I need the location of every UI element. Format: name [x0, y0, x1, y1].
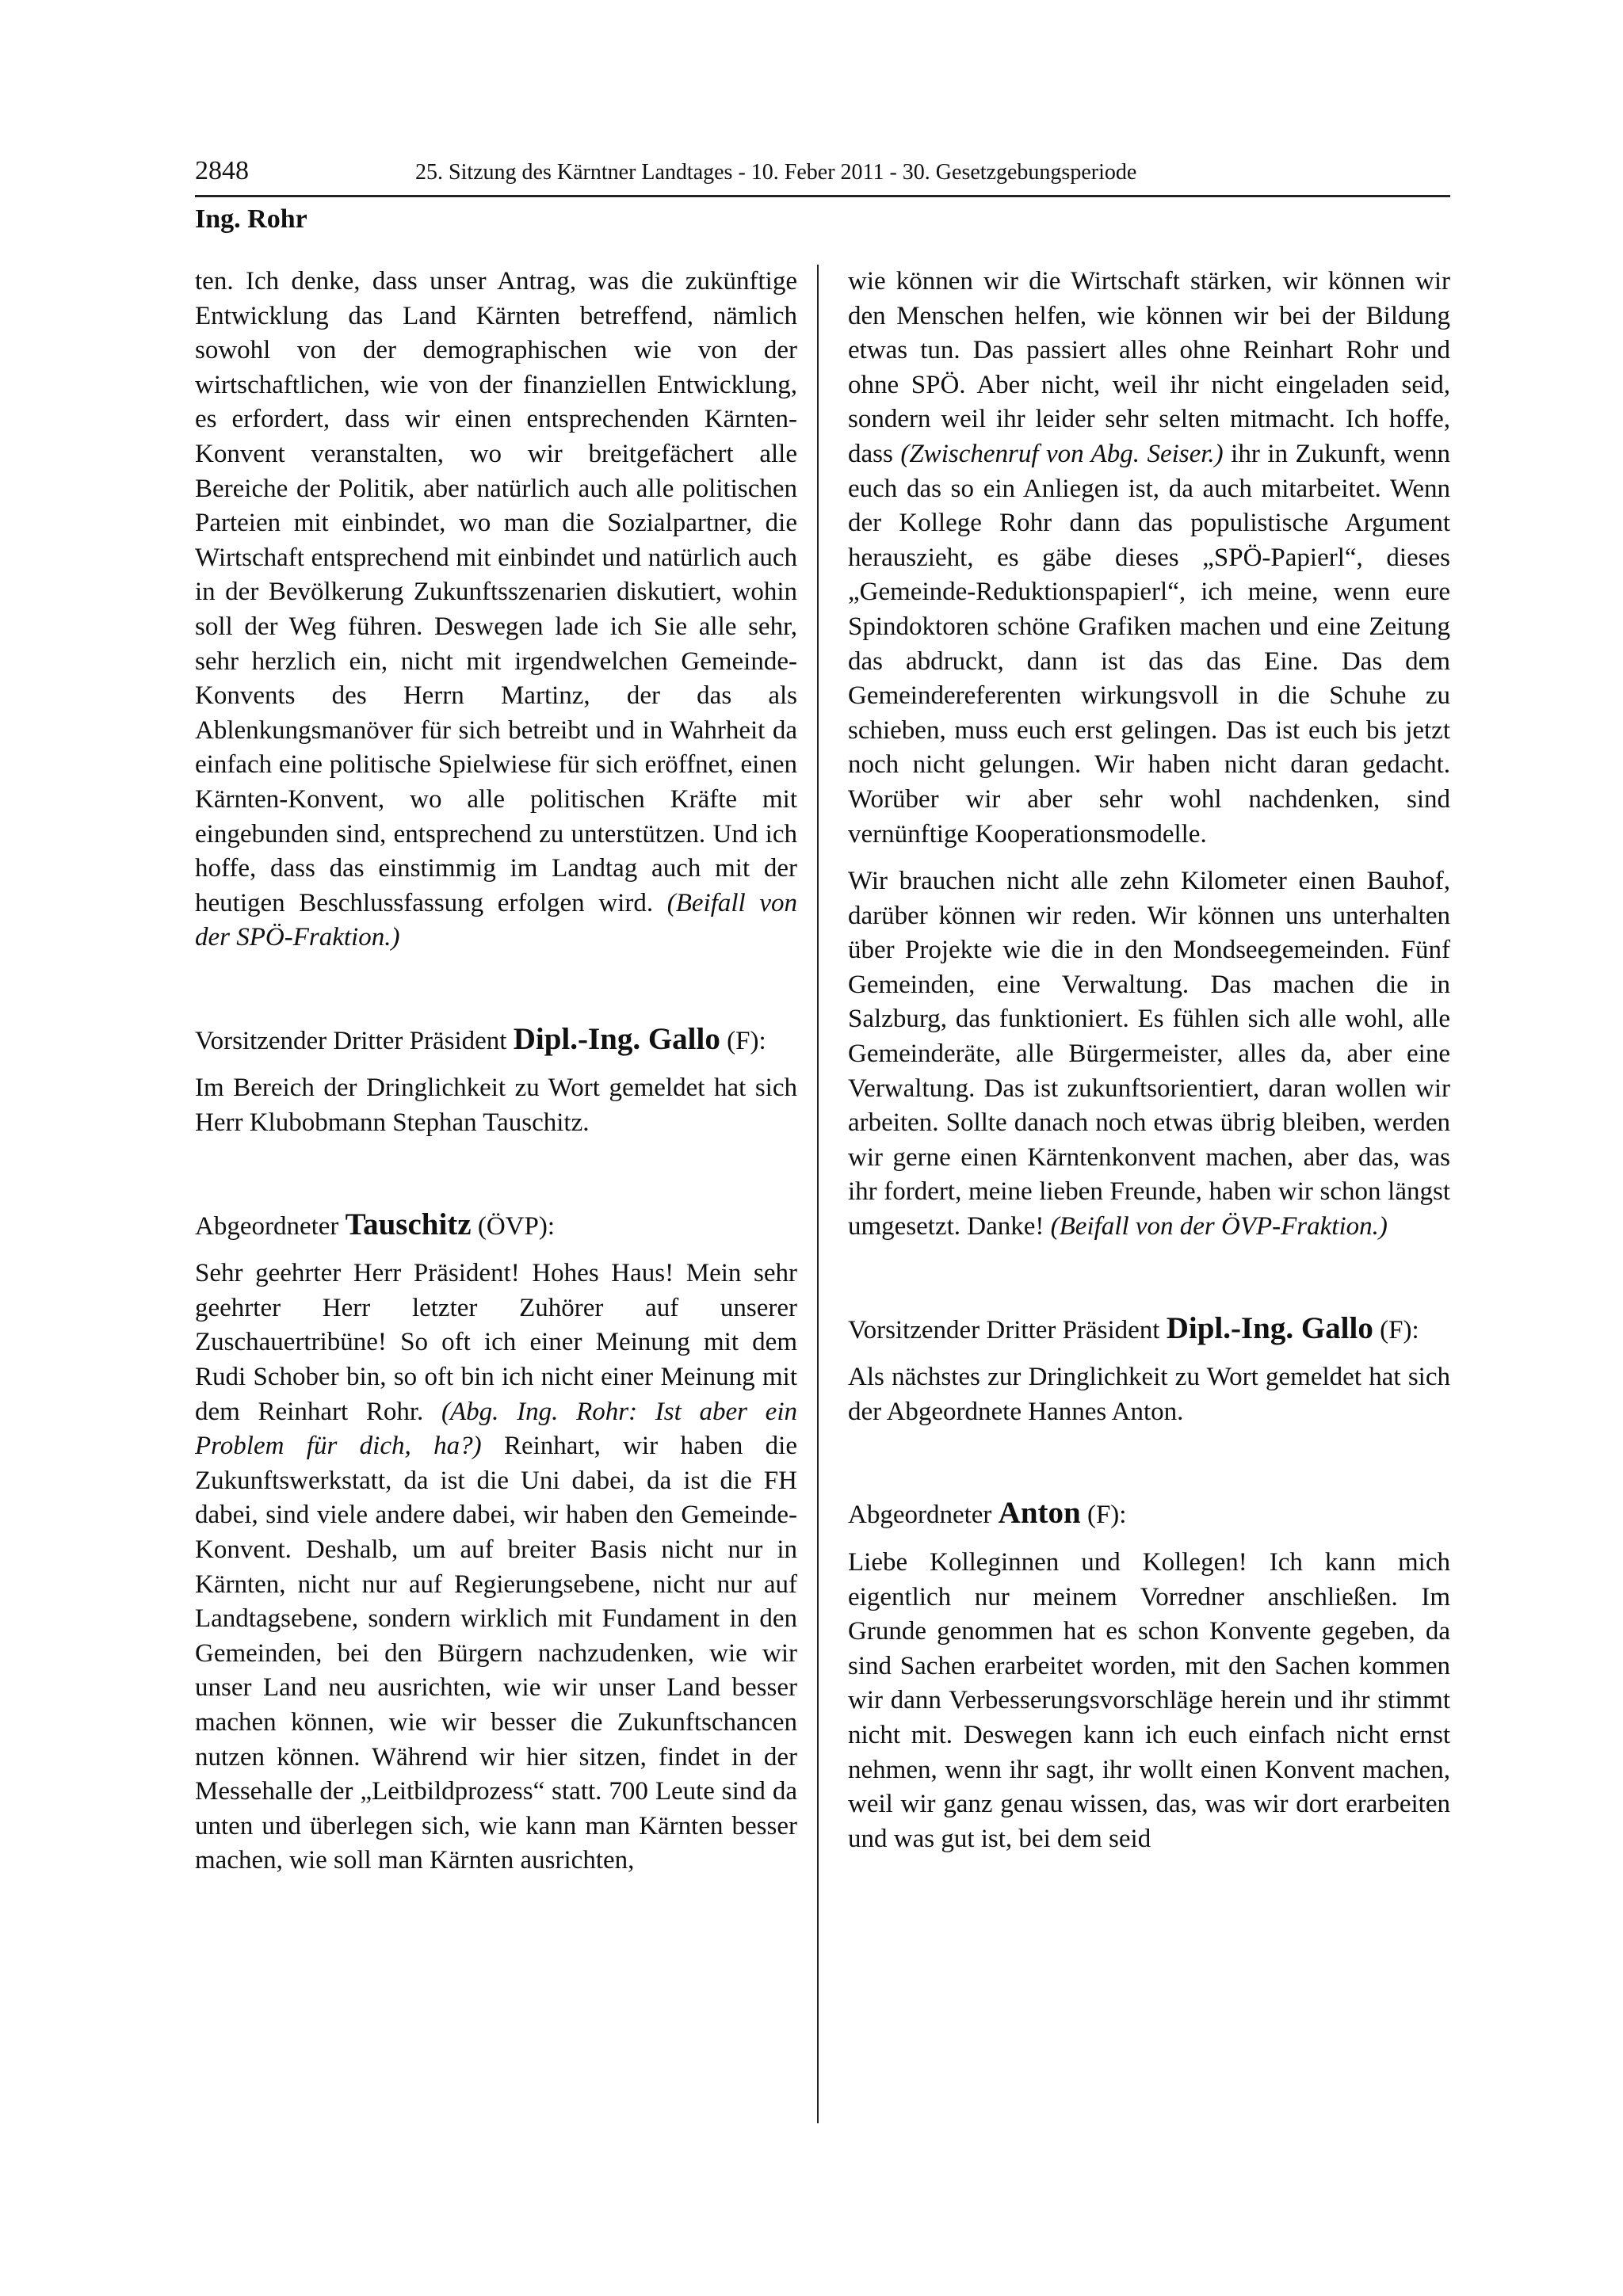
running-title: 25. Sitzung des Kärntner Landtages - 10. Feber 2011 - 30. Gesetzgebungsperiode: [415, 160, 1137, 185]
current-speaker-heading: Ing. Rohr: [195, 204, 307, 234]
chair-name: Dipl.-Ing. Gallo: [513, 1021, 720, 1056]
speech-paragraph: Wir brauchen nicht alle zehn Kilometer einen Bauhof, darüber können wir reden. Wir können uns unterhalten über Projekte wie die in den Mondseegemeinden. Fünf Gemeinden, eine Verwaltung. Das machen die in Salzburg, das funktioniert. Es fühlen sich alle wohl, alle Gemeinderäte, alle Bürgermeister, alles da, aber eine Verwaltung. Das ist zukunftsorientiert, daran wollen wir arbeiten. Sollte danach noch etwas übrig bleiben, werden wir gerne einen Kärntenkonvent machen, aber das, was ihr fordert, meine lieben Freunde, haben wir schon längst umgesetzt. Danke! (Beifall von der ÖVP-Fraktion.): [848, 867, 1450, 1241]
chair-name: Dipl.-Ing. Gallo: [1166, 1310, 1373, 1345]
applause-note: (Beifall von der ÖVP-Fraktion.): [1050, 1212, 1388, 1241]
applause-note: (Beifall von der SPÖ-Fraktion.): [195, 888, 797, 952]
speaker-line: Abgeordneter Anton (F):: [848, 1496, 1127, 1531]
speech-paragraph: Liebe Kolleginnen und Kollegen! Ich kann mich eigentlich nur meinem Vorredner anschließen. Im Grunde genommen hat es schon Konvente gegeben, da sind Sachen erarbeitet worden, mit den Sachen kommen wir dann Verbesserungsvorschläge herein und ihr stimmt nicht mit. Deswegen kann ich euch einfach nicht ernst nehmen, wenn ihr sagt, ihr wollt einen Konvent machen, weil wir ganz genau wissen, das, was wir dort erarbeiten und was gut ist, bei dem seid: [848, 1548, 1450, 1853]
speaker-line: Abgeordneter Tauschitz (ÖVP):: [195, 1207, 556, 1241]
chair-speaker-line: Vorsitzender Dritter Präsident Dipl.-Ing. Gallo (F):: [195, 1021, 766, 1056]
chair-statement: Als nächstes zur Dringlichkeit zu Wort gemeldet hat sich der Abgeordnete Hannes Anton.: [848, 1363, 1450, 1426]
interjection: (Zwischenruf von Abg. Seiser.): [900, 439, 1224, 468]
speech-paragraph: wie können wir die Wirtschaft stärken, wir können wir den Menschen helfen, wie können wir bei der Bildung etwas tun. Das passiert alles ohne Reinhart Rohr und ohne SPÖ. Aber nicht, weil ihr nicht eingeladen seid, sondern weil ihr leider sehr selten mitmacht. Ich hoffe, dass (Zwischenruf von Abg. Seiser.) ihr in Zukunft, wenn euch das so ein Anliegen ist, da auch mitarbeitet. Wenn der Kollege Rohr dann das populistische Argument herauszieht, es gäbe dieses „SPÖ-Papierl“, dieses „Gemeinde-Reduktionspapierl“, ich meine, wenn eure Spindoktoren schöne Grafiken machen und eine Zeitung das abdruckt, dann ist das das Eine. Das dem Gemeindereferenten wirkungsvoll in die Schuhe zu schieben, muss euch erst gelingen. Das ist euch bis jetzt noch nicht gelungen. Wir haben nicht daran gedacht. Worüber wir aber sehr wohl nachdenken, sind vernünftige Kooperationsmodelle.: [848, 267, 1451, 849]
chair-statement: Im Bereich der Dringlichkeit zu Wort gemeldet hat sich Herr Klubobmann Stephan Tauschitz.: [195, 1074, 797, 1138]
chair-speaker-line: Vorsitzender Dritter Präsident Dipl.-Ing. Gallo (F):: [848, 1310, 1419, 1345]
right-column: [848, 265, 1450, 1856]
header-rule: [195, 195, 1450, 197]
interjection: (Abg. Ing. Rohr: Ist aber ein Problem für dich, ha?): [195, 1397, 797, 1461]
left-column: [195, 265, 797, 1878]
speaker-name: Tauschitz: [345, 1207, 472, 1241]
page-number: 2848: [195, 156, 249, 185]
speech-paragraph: Sehr geehrter Herr Präsident! Hohes Haus! Mein sehr geehrter Herr letzter Zuhörer auf unserer Zuschauertribüne! So oft ich einer Meinung mit dem Rudi Schober bin, so oft bin ich nicht einer Meinung mit dem Reinhart Rohr. (Abg. Ing. Rohr: Ist aber ein Problem für dich, ha?) Reinhart, wir haben die Zukunftswerkstatt, da ist die Uni dabei, da ist die FH dabei, sind viele andere dabei, wir haben den Gemeinde-Konvent. Deshalb, um auf breiter Basis nicht nur in Kärnten, nicht nur auf Regierungsebene, nicht nur auf Landtagsebene, sondern wirklich mit Fundament in den Gemeinden, bei den Bürgern nachzudenken, wie wir unser Land neu ausrichten, wie wir unser Land besser machen können, wie wir besser die Zukunftschancen nutzen können. Während wir hier sitzen, findet in der Messehalle der „Leitbildprozess“ statt. 700 Leute sind da unten und überlegen sich, wie kann man Kärnten besser machen, wie soll man Kärnten ausrichten,: [195, 1259, 797, 1875]
speaker-name: Anton: [998, 1496, 1081, 1531]
speech-paragraph: ten. Ich denke, dass unser Antrag, was die zukünftige Entwicklung das Land Kärnten betreffend, nämlich sowohl von der demographischen wie von der wirtschaftlichen, wie von der finanziellen Entwicklung, es erfordert, dass wir einen entsprechenden Kärnten-Konvent veranstalten, wo wir breitgefächert alle Bereiche der Politik, aber natürlich auch alle politischen Parteien mit einbindet, wo man die Sozialpartner, die Wirtschaft entsprechend mit einbindet und natürlich auch in der Bevölkerung Zukunftsszenarien diskutiert, wohin soll der Weg führen. Deswegen lade ich Sie alle sehr, sehr herzlich ein, nicht mit irgendwelchen Gemeinde-Konvents des Herrn Martinz, der das als Ablenkungsmanöver für sich betreibt und in Wahrheit da einfach eine politische Spielwiese für sich eröffnet, einen Kärnten-Konvent, wo alle politischen Kräfte mit eingebunden sind, entsprechend zu unterstützen. Und ich hoffe, dass das einstimmig im Landtag auch mit der heutigen Beschlussfassung erfolgen wird. (Beifall von der SPÖ-Fraktion.): [195, 267, 797, 952]
column-divider: [817, 265, 819, 2123]
